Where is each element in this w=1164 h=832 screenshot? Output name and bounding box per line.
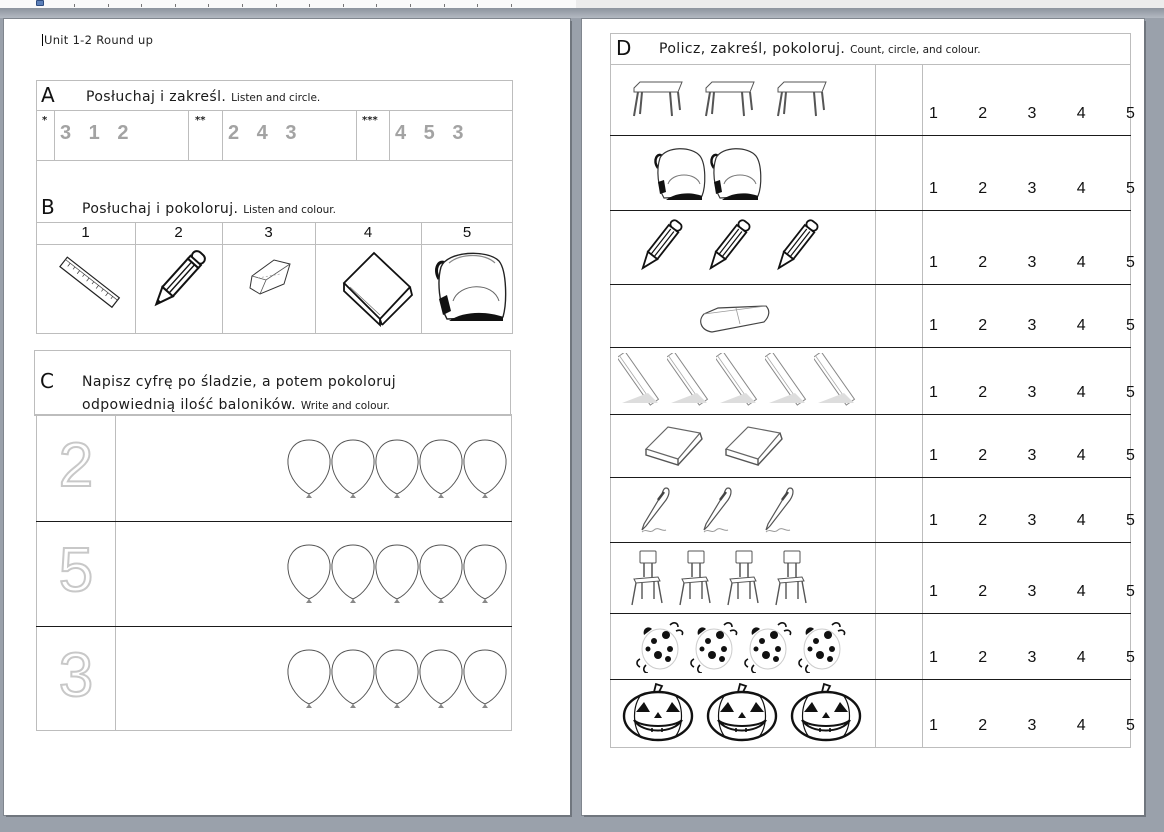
desk-icon[interactable] xyxy=(702,80,758,120)
row-divider xyxy=(610,347,1131,348)
ruler-icon[interactable] xyxy=(618,353,668,409)
ladybird-icon[interactable] xyxy=(688,619,740,673)
stars-label: *** xyxy=(362,115,378,126)
row-divider xyxy=(610,542,1131,543)
ruler-tick xyxy=(276,4,277,7)
ruler-icon[interactable] xyxy=(814,353,864,409)
ruler-icon[interactable] xyxy=(667,353,717,409)
section-d-letter: D xyxy=(616,36,632,60)
ruler-tick xyxy=(343,4,344,7)
pumpkin-icon[interactable] xyxy=(790,682,864,744)
balloon-icon[interactable] xyxy=(418,543,464,605)
ruler-tick xyxy=(444,4,445,7)
balloon-icon[interactable] xyxy=(462,543,508,605)
page-right[interactable] xyxy=(582,19,1144,815)
ladybird-icon[interactable] xyxy=(742,619,794,673)
pen-icon[interactable] xyxy=(636,486,672,534)
indent-marker[interactable] xyxy=(36,0,44,6)
backpack-icon[interactable] xyxy=(706,144,764,202)
ruler-tick xyxy=(141,4,142,7)
section-b-title xyxy=(82,201,336,217)
count-choices[interactable]: 1 2 3 4 5 xyxy=(929,512,1135,529)
page-left[interactable] xyxy=(4,19,570,815)
number-sequence[interactable]: 4 5 3 xyxy=(395,122,464,144)
pencil-icon[interactable] xyxy=(770,216,824,278)
row-divider xyxy=(610,210,1131,211)
balloon-icon[interactable] xyxy=(286,438,332,500)
balloon-icon[interactable] xyxy=(330,648,376,710)
section-c-title-pl: odpowiednią ilość baloników. xyxy=(82,397,296,413)
ruler-tick xyxy=(175,4,176,7)
section-a-title xyxy=(86,89,320,105)
unit-header xyxy=(42,33,153,47)
balloon-icon[interactable] xyxy=(286,648,332,710)
section-d-title-en: Count, circle, and colour. xyxy=(850,44,981,56)
section-c-title-line2 xyxy=(82,397,390,413)
balloon-icon[interactable] xyxy=(374,438,420,500)
backpack-icon[interactable] xyxy=(650,144,708,202)
book-icon[interactable] xyxy=(642,423,706,469)
book-icon[interactable] xyxy=(722,423,786,469)
count-choices[interactable]: 1 2 3 4 5 xyxy=(929,649,1135,666)
row-divider xyxy=(610,135,1131,136)
stars-label: ** xyxy=(195,115,206,126)
balloon-icon[interactable] xyxy=(330,438,376,500)
chair-icon[interactable] xyxy=(676,549,714,607)
pumpkin-icon[interactable] xyxy=(622,682,696,744)
desk-icon[interactable] xyxy=(774,80,830,120)
workspace-background xyxy=(0,8,1164,18)
count-choices[interactable]: 1 2 3 4 5 xyxy=(929,583,1135,600)
eraser-icon[interactable] xyxy=(244,254,296,300)
row-divider xyxy=(610,284,1131,285)
count-choices[interactable]: 1 2 3 4 5 xyxy=(929,447,1135,464)
count-choices[interactable]: 1 2 3 4 5 xyxy=(929,317,1135,334)
eraser-icon[interactable] xyxy=(694,296,774,336)
ruler-tick xyxy=(108,4,109,7)
column-number: 3 xyxy=(264,224,273,241)
desk-icon[interactable] xyxy=(630,80,686,120)
section-b-title-pl: Posłuchaj i pokoloruj. xyxy=(82,201,239,217)
section-c-title-en: Write and colour. xyxy=(300,400,390,412)
section-c-title-line1: Napisz cyfrę po śladzie, a potem pokoloruj xyxy=(82,374,397,390)
section-b-letter: B xyxy=(41,195,55,219)
chair-icon[interactable] xyxy=(772,549,810,607)
column-number: 2 xyxy=(174,224,183,241)
chair-icon[interactable] xyxy=(724,549,762,607)
section-d-title-pl: Policz, zakreśl, pokoloruj. xyxy=(659,41,846,57)
section-a-letter: A xyxy=(41,83,55,107)
ladybird-icon[interactable] xyxy=(796,619,848,673)
balloon-icon[interactable] xyxy=(286,543,332,605)
row-divider xyxy=(610,679,1131,680)
trace-digit[interactable]: 5 xyxy=(58,536,94,605)
section-a-title-pl: Posłuchaj i zakreśl. xyxy=(86,89,227,105)
pumpkin-icon[interactable] xyxy=(706,682,780,744)
chair-icon[interactable] xyxy=(628,549,666,607)
ruler-tick xyxy=(511,4,512,7)
ruler-tick xyxy=(376,4,377,7)
section-d-title xyxy=(659,41,981,57)
balloon-icon[interactable] xyxy=(330,543,376,605)
count-choices[interactable]: 1 2 3 4 5 xyxy=(929,254,1135,271)
column-number: 4 xyxy=(363,224,373,241)
balloon-icon[interactable] xyxy=(462,648,508,710)
trace-digit[interactable]: 2 xyxy=(58,431,94,500)
trace-digit[interactable]: 3 xyxy=(58,641,94,710)
ruler-icon[interactable] xyxy=(716,353,766,409)
stars-label: * xyxy=(42,115,48,126)
pencil-icon[interactable] xyxy=(702,216,756,278)
ruler-tick xyxy=(74,4,75,7)
balloon-icon[interactable] xyxy=(418,648,464,710)
pen-icon[interactable] xyxy=(760,486,796,534)
number-sequence[interactable]: 3 1 2 xyxy=(60,122,129,144)
ruler-text-area xyxy=(0,0,576,8)
ruler-tick xyxy=(410,4,411,7)
number-sequence[interactable]: 2 4 3 xyxy=(228,122,297,144)
pen-icon[interactable] xyxy=(698,486,734,534)
column-number: 5 xyxy=(462,224,472,241)
ruler-icon[interactable] xyxy=(765,353,815,409)
text-cursor xyxy=(42,34,43,46)
unit-header-text: Unit 1-2 Round up xyxy=(44,33,154,47)
row-divider xyxy=(610,613,1131,614)
row-divider xyxy=(610,414,1131,415)
balloon-icon[interactable] xyxy=(462,438,508,500)
balloon-icon[interactable] xyxy=(374,543,420,605)
count-choices[interactable]: 1 2 3 4 5 xyxy=(929,384,1135,401)
balloon-icon[interactable] xyxy=(374,648,420,710)
section-c-letter: C xyxy=(40,369,54,393)
ruler-icon[interactable] xyxy=(54,252,124,314)
ruler-tick xyxy=(309,4,310,7)
ruler-tick xyxy=(242,4,243,7)
backpack-icon[interactable] xyxy=(429,245,509,325)
horizontal-ruler[interactable] xyxy=(0,0,1164,8)
ladybird-icon[interactable] xyxy=(634,619,686,673)
section-b-title-en: Listen and colour. xyxy=(243,204,336,216)
count-choices[interactable]: 1 2 3 4 5 xyxy=(929,180,1135,197)
pencil-icon[interactable] xyxy=(634,216,688,278)
ruler-tick xyxy=(208,4,209,7)
section-a-title-en: Listen and circle. xyxy=(231,92,321,104)
book-icon[interactable] xyxy=(340,249,418,327)
count-choices[interactable]: 1 2 3 4 5 xyxy=(929,717,1135,734)
count-choices[interactable]: 1 2 3 4 5 xyxy=(929,105,1135,122)
row-divider xyxy=(610,477,1131,478)
pencil-icon[interactable] xyxy=(146,243,212,315)
column-number: 1 xyxy=(81,224,90,241)
ruler-tick xyxy=(477,4,478,7)
balloon-icon[interactable] xyxy=(418,438,464,500)
